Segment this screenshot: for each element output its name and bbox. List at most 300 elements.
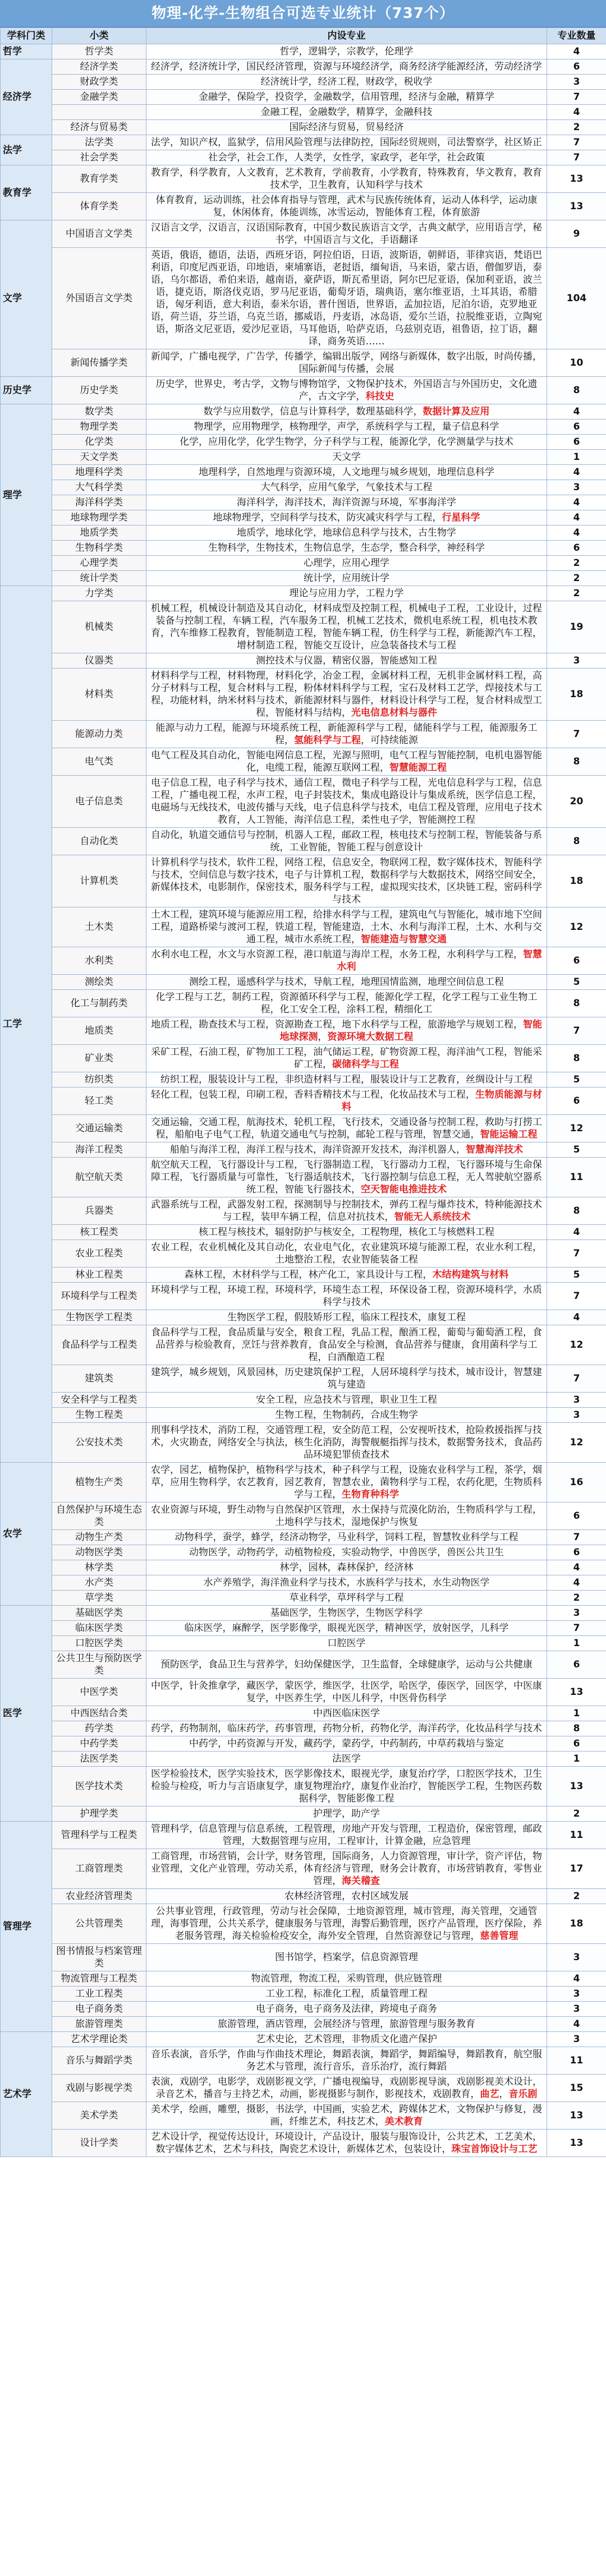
subcategory-cell: 医学技术类 (52, 1767, 146, 1807)
major-text: 新闻学，广播电视学，广告学，传播学，编辑出版学，网络与新媒体，数字出版，时尚传播，国际新闻与传播，会展 (151, 351, 542, 375)
subcategory-cell: 药学类 (52, 1721, 146, 1736)
majors-cell (146, 248, 547, 349)
subcategory-cell: 农业工程类 (52, 1240, 146, 1268)
subcategory-cell: 能源动力类 (52, 721, 146, 748)
table-row (1, 541, 606, 556)
major-text: 纺织工程，服装设计与工程，非织造材料与工程，服装设计与工艺教育，丝绸设计与工程 (160, 1074, 532, 1085)
subcategory-cell: 地质学类 (52, 526, 146, 541)
count-cell: 2 (547, 571, 606, 586)
count-cell: 10 (547, 349, 606, 377)
table-row (1, 1365, 606, 1393)
majors-cell (146, 495, 547, 510)
count-cell: 8 (547, 748, 606, 776)
category-cell: 理学 (1, 404, 52, 586)
major-text: 建筑学，城乡规划，风景园林，历史建筑保护工程，人居环境科学与技术，城市设计，智慧建筑与建造 (151, 1367, 542, 1390)
sheet-title: 物理-化学-生物组合可选专业统计（737个） (0, 0, 606, 27)
count-cell: 1 (547, 450, 606, 465)
table-row (1, 1045, 606, 1072)
table-row (1, 1752, 606, 1767)
majors-cell (146, 1736, 547, 1752)
table-row (1, 776, 606, 828)
majors-cell (146, 1283, 547, 1310)
major-text: 地质学，地球化学，地球信息科学与技术，古生物学 (237, 527, 456, 538)
category-cell: 哲学 (1, 44, 52, 59)
table-row (1, 1621, 606, 1636)
count-cell: 3 (547, 2002, 606, 2017)
table-row (1, 465, 606, 480)
subcategory-cell: 旅游管理类 (52, 2017, 146, 2032)
majors-cell (146, 150, 547, 165)
table-row (1, 404, 606, 420)
table-row (1, 1651, 606, 1679)
table-row (1, 1115, 606, 1142)
category-cell: 法学 (1, 135, 52, 165)
subcategory-cell: 测绘类 (52, 975, 146, 990)
new-major-highlight: 碳储科学与工程 (332, 1059, 399, 1070)
majors-cell (146, 1807, 547, 1822)
table-row (1, 2130, 606, 2157)
count-cell: 4 (547, 105, 606, 120)
major-text: 预防医学，食品卫生与营养学，妇幼保健医学，卫生监督，全球健康学，运动与公共健康 (160, 1659, 532, 1670)
subcategory-cell: 口腔医学类 (52, 1636, 146, 1651)
major-text: 动物医学，动物药学，动植物检疫，实验动物学，中兽医学，兽医公共卫生 (189, 1547, 504, 1558)
table-row (1, 1142, 606, 1158)
count-cell: 6 (547, 1503, 606, 1530)
table-row (1, 601, 606, 653)
majors-cell (146, 1560, 547, 1575)
major-text: 汉语言文学，汉语言，汉语国际教育，中国少数民族语言文学，古典文献学，应用语言学，秘书学，中国语言与文化，手语翻译 (151, 222, 542, 246)
major-text: ， (318, 1031, 328, 1043)
majors-cell (146, 2102, 547, 2130)
table-row (1, 1393, 606, 1408)
count-cell: 4 (547, 44, 606, 59)
count-cell: 5 (547, 1268, 606, 1283)
major-text: 经济统计学，经济工程，财政学，税收学 (260, 76, 433, 87)
table-row (1, 556, 606, 571)
count-cell: 2 (547, 586, 606, 601)
majors-cell (146, 1944, 547, 1971)
major-text: 工业工程，标准化工程，质量管理工程 (265, 1988, 428, 1999)
count-cell: 6 (547, 1651, 606, 1679)
major-text: 经济学，经济统计学，国民经济管理，资源与环境经济学，商务经济学能源经济，劳动经济学 (151, 61, 542, 72)
majors-cell (146, 1240, 547, 1268)
count-cell: 3 (547, 1944, 606, 1971)
subcategory-cell: 草学类 (52, 1591, 146, 1606)
majors-cell (146, 1045, 547, 1072)
subcategory-cell: 环境科学与工程类 (52, 1283, 146, 1310)
count-cell: 13 (547, 1679, 606, 1706)
subcategory-cell: 中医学类 (52, 1679, 146, 1706)
table-row (1, 1283, 606, 1310)
count-cell: 2 (547, 1889, 606, 1904)
major-text: 船舶与海洋工程，海洋工程与技术，海洋资源开发技术，海洋机器人， (170, 1144, 466, 1155)
majors-cell (146, 556, 547, 571)
subcategory-cell: 材料类 (52, 669, 146, 721)
subcategory-cell: 护理学类 (52, 1807, 146, 1822)
count-cell: 7 (547, 1621, 606, 1636)
majors-cell (146, 975, 547, 990)
count-cell: 5 (547, 975, 606, 990)
subcategory-cell: 自然保护与环境生态类 (52, 1503, 146, 1530)
table-row (1, 120, 606, 135)
major-text: 国际经济与贸易，贸易经济 (289, 122, 404, 133)
majors-cell (146, 1822, 547, 1849)
count-cell: 7 (547, 1283, 606, 1310)
majors-cell (146, 1987, 547, 2002)
table-row (1, 1240, 606, 1268)
subcategory-cell: 体育学类 (52, 193, 146, 220)
major-text: 水利水电工程，水文与水资源工程，港口航道与海岸工程，水务工程，水利科学与工程， (151, 949, 523, 960)
majors-cell (146, 601, 547, 653)
subcategory-cell: 设计学类 (52, 2130, 146, 2157)
subcategory-cell: 水利类 (52, 947, 146, 975)
major-text: 刑事科学技术，消防工程，交通管理工程，安全防范工程，公安视听技术，抢险救援指挥与技术，火灾勘查，网络安全与执法，核生化消防，海警舰艇指挥与技术，数据警务技术，食品药品环境犯罪侦查技术 (151, 1425, 542, 1460)
table-row (1, 1017, 606, 1045)
major-text: 航空航天工程，飞行器设计与工程，飞行器制造工程，飞行器动力工程，飞行器环境与生命保障工程，飞行器质量与可靠性，飞行器适航技术，飞行器控制与信息工程，无人驾驶航空器系统工程，智能飞行器技术， (151, 1159, 542, 1195)
majors-cell (146, 404, 547, 420)
table-row (1, 377, 606, 404)
category-cell: 农学 (1, 1463, 52, 1606)
subcategory-cell: 数学类 (52, 404, 146, 420)
count-cell: 7 (547, 1530, 606, 1545)
count-cell: 4 (547, 404, 606, 420)
count-cell: 4 (547, 1971, 606, 1987)
count-cell: 3 (547, 653, 606, 669)
header-category: 学科门类 (1, 28, 52, 44)
majors-cell (146, 1721, 547, 1736)
majors-cell (146, 855, 547, 907)
subcategory-cell: 经济与贸易类 (52, 120, 146, 135)
subcategory-cell: 教育学类 (52, 165, 146, 193)
table-row (1, 1721, 606, 1736)
count-cell: 4 (547, 495, 606, 510)
majors-cell (146, 2002, 547, 2017)
new-major-highlight: 珠宝首饰设计与工艺 (451, 2144, 538, 2155)
major-text: 海洋科学，海洋技术，海洋资源与环境，军事海洋学 (237, 497, 456, 508)
table-row (1, 1591, 606, 1606)
table-header-row (1, 28, 606, 44)
major-text: 农林经济管理，农村区域发展 (284, 1891, 408, 1902)
majors-cell (146, 75, 547, 90)
count-cell: 12 (547, 1115, 606, 1142)
majors-cell (146, 1072, 547, 1087)
subcategory-cell: 财政学类 (52, 75, 146, 90)
count-cell: 5 (547, 1142, 606, 1158)
subcategory-cell: 力学类 (52, 586, 146, 601)
table-row (1, 1679, 606, 1706)
major-text: 理论与应用力学，工程力学 (289, 588, 404, 599)
majors-cell (146, 586, 547, 601)
majors-cell (146, 1636, 547, 1651)
header-subcategory: 小类 (52, 28, 146, 44)
new-major-highlight: 智能运输工程 (480, 1129, 538, 1140)
count-cell: 6 (547, 420, 606, 435)
majors-cell (146, 1463, 547, 1503)
major-text: 轻化工程，包装工程，印刷工程，香料香精技术与工程，化妆品技术与工程， (151, 1089, 475, 1100)
majors-cell (146, 1225, 547, 1240)
major-text: 音乐表演，音乐学，作曲与作曲技术理论，舞蹈表演，舞蹈学，舞蹈编导，舞蹈教育，航空服务艺术与管理，流行音乐，音乐治疗，流行舞蹈 (151, 2049, 542, 2072)
majors-cell (146, 510, 547, 526)
count-cell: 2 (547, 556, 606, 571)
subcategory-cell: 航空航天类 (52, 1158, 146, 1197)
count-cell: 4 (547, 1225, 606, 1240)
major-text: 法医学 (332, 1753, 361, 1764)
major-text: 自动化，轨道交通信号与控制，机器人工程，邮政工程，核电技术与控制工程，智能装备与系统，工业智能，智能工程与创意设计 (151, 830, 542, 853)
major-text: ， (499, 2089, 509, 2100)
majors-cell (146, 1621, 547, 1636)
majors-cell (146, 776, 547, 828)
major-text: 心理学，应用心理学 (304, 557, 389, 569)
new-major-highlight: 曲艺 (480, 2089, 499, 2100)
subcategory-cell: 地球物理学类 (52, 510, 146, 526)
new-major-highlight: 生物育种科学 (342, 1489, 399, 1500)
major-text: 武器系统与工程，武器发射工程，探测制导与控制技术，弹药工程与爆炸技术，特种能源技术与工程，装甲车辆工程，信息对抗技术， (151, 1199, 542, 1223)
new-major-highlight: 数据计算及应用 (423, 406, 490, 417)
subcategory-cell: 音乐与舞蹈学类 (52, 2047, 146, 2075)
major-text: 电子信息工程，电子科学与技术，通信工程，微电子科学与工程，光电信息科学与工程，信息工程，广播电视工程，水声工程，电子封装技术，集成电路设计与集成系统，医学信息工程，电磁场与无线技术，电波传播与天线，电子信息科学与技术，电信工程及管理，应用电子技术教育，人工智能，海洋信息工程，柔性电子学，智能测控工程 (151, 777, 542, 826)
majors-cell (146, 1365, 547, 1393)
subcategory-cell: 仪器类 (52, 653, 146, 669)
category-cell: 工学 (1, 586, 52, 1463)
majors-cell (146, 1904, 547, 1944)
table-row (1, 220, 606, 248)
table-row (1, 1904, 606, 1944)
majors-cell (146, 1530, 547, 1545)
majors-cell (146, 748, 547, 776)
count-cell: 15 (547, 2075, 606, 2102)
majors-cell (146, 1849, 547, 1889)
subcategory-cell: 矿业类 (52, 1045, 146, 1072)
subcategory-cell: 工商管理类 (52, 1849, 146, 1889)
majors-cell (146, 120, 547, 135)
subcategory-cell: 计算机类 (52, 855, 146, 907)
count-cell: 3 (547, 480, 606, 495)
subcategory-cell: 生物工程类 (52, 1408, 146, 1423)
major-text: 生物工程，生物制药，合成生物学 (275, 1409, 418, 1421)
table-row (1, 1560, 606, 1575)
count-cell: 12 (547, 1325, 606, 1365)
majors-cell (146, 450, 547, 465)
major-text: 草业科学，草坪科学与工程 (289, 1592, 404, 1603)
majors-cell (146, 1393, 547, 1408)
majors-cell (146, 1310, 547, 1325)
majors-cell (146, 1503, 547, 1530)
count-cell: 7 (547, 721, 606, 748)
subcategory-cell: 外国语言文学类 (52, 248, 146, 349)
subcategory-cell: 电子信息类 (52, 776, 146, 828)
subcategory-cell: 自动化类 (52, 828, 146, 855)
table-row (1, 1310, 606, 1325)
table-row (1, 907, 606, 947)
table-row (1, 748, 606, 776)
count-cell: 2 (547, 1591, 606, 1606)
new-major-highlight: 智慧能源工程 (389, 762, 447, 773)
subcategory-cell: 临床医学类 (52, 1621, 146, 1636)
table-row (1, 1767, 606, 1807)
subcategory-cell: 中国语言文学类 (52, 220, 146, 248)
majors-cell (146, 1423, 547, 1463)
count-cell: 7 (547, 1240, 606, 1268)
header-majors: 内设专业 (146, 28, 547, 44)
subcategory-cell: 中西医结合类 (52, 1706, 146, 1721)
majors-cell (146, 669, 547, 721)
subcategory-cell: 兵器类 (52, 1197, 146, 1225)
majors-cell (146, 1651, 547, 1679)
table-row (1, 248, 606, 349)
subcategory-cell: 林业工程类 (52, 1268, 146, 1283)
new-major-highlight: 慈善管理 (480, 1930, 518, 1942)
new-major-highlight: 智慧水利 (337, 949, 542, 973)
new-major-highlight: 光电信息材料与器件 (351, 707, 437, 718)
majors-cell (146, 105, 547, 120)
subcategory-cell: 电气类 (52, 748, 146, 776)
majors-cell (146, 1767, 547, 1807)
count-cell: 7 (547, 90, 606, 105)
major-text: 体育教育，运动训练，社会体育指导与管理，武术与民族传统体育，运动人体科学，运动康复，休闲体育，体能训练，冰雪运动，智能体育工程，体育旅游 (155, 195, 538, 218)
subcategory-cell: 地质类 (52, 1017, 146, 1045)
table-row (1, 990, 606, 1017)
majors-cell (146, 571, 547, 586)
major-text: 护理学，助产学 (313, 1808, 380, 1819)
count-cell: 3 (547, 1408, 606, 1423)
count-cell: 18 (547, 855, 606, 907)
count-cell: 6 (547, 435, 606, 450)
table-row (1, 1530, 606, 1545)
table-row (1, 1706, 606, 1721)
table-row (1, 1087, 606, 1115)
major-text: 采矿工程，石油工程，矿物加工工程，油气储运工程，矿物资源工程，海洋油气工程，智能采矿工程， (151, 1047, 542, 1070)
subcategory-cell: 大气科学类 (52, 480, 146, 495)
subcategory-cell: 社会学类 (52, 150, 146, 165)
new-major-highlight: 空天智能电推进技术 (361, 1184, 447, 1195)
subcategory-cell (52, 105, 146, 120)
subcategory-cell: 安全科学与工程类 (52, 1393, 146, 1408)
major-text: 土木工程，建筑环境与能源应用工程，给排水科学与工程，建筑电气与智能化，城市地下空间工程，道路桥梁与渡河工程，铁道工程，智能建造，土木、水利与海洋工程，土木、水利与交通工程，城市水系统工程， (151, 909, 542, 945)
majors-cell (146, 1268, 547, 1283)
table-row (1, 1423, 606, 1463)
major-text: 食品科学与工程，食品质量与安全，粮食工程，乳品工程，酿酒工程，葡萄与葡萄酒工程，食品营养与检验教育，烹饪与营养教育，食品安全与检测，食品营养与健康，食用菌科学与工程，白酒酿造工程 (151, 1327, 542, 1363)
majors-cell (146, 90, 547, 105)
subcategory-cell: 土木类 (52, 907, 146, 947)
table-row (1, 2047, 606, 2075)
major-text: 化学工程与工艺，制药工程，资源循环科学与工程，能源化学工程，化学工程与工业生物工程，化工安全工程，涂料工程，精细化工 (155, 992, 538, 1015)
table-row (1, 2075, 606, 2102)
count-cell: 8 (547, 377, 606, 404)
table-row (1, 1987, 606, 2002)
table-row (1, 1503, 606, 1530)
new-major-highlight: 资源环境大数据工程 (327, 1031, 414, 1043)
subcategory-cell: 心理学类 (52, 556, 146, 571)
major-text: 临床医学，麻醉学，医学影像学，眼视光医学，精神医学，放射医学，儿科学 (184, 1623, 509, 1634)
majors-cell (146, 1606, 547, 1621)
count-cell: 4 (547, 1310, 606, 1325)
majors-cell (146, 1575, 547, 1591)
count-cell: 7 (547, 1365, 606, 1393)
major-text: 艺术设计学，视觉传达设计，环境设计，产品设计，服装与服饰设计，公共艺术，工艺美术，数字媒体艺术，艺术与科技，陶瓷艺术设计，新媒体艺术，包装设计， (151, 2131, 542, 2155)
count-cell: 12 (547, 1423, 606, 1463)
table-row (1, 1268, 606, 1283)
table-row (1, 1072, 606, 1087)
count-cell: 4 (547, 1560, 606, 1575)
subcategory-cell: 植物生产类 (52, 1463, 146, 1503)
major-text: 法学，知识产权，监狱学，信用风险管理与法律防控，国际经贸规则，司法警察学，社区矫正 (151, 137, 542, 148)
subcategory-cell: 化工与制药类 (52, 990, 146, 1017)
table-row (1, 828, 606, 855)
subcategory-cell: 新闻传播学类 (52, 349, 146, 377)
subcategory-cell: 公共管理类 (52, 1904, 146, 1944)
majors-cell (146, 1158, 547, 1197)
table-row (1, 571, 606, 586)
major-text: 交通运输，交通工程，航海技术，轮机工程，飞行技术，交通设备与控制工程，救助与打捞工程，船舶电子电气工程，轨道交通电气与控制，邮轮工程与管理，智慧交通， (151, 1117, 542, 1140)
majors-cell (146, 721, 547, 748)
subcategory-cell: 水产类 (52, 1575, 146, 1591)
table-row (1, 1575, 606, 1591)
table-row (1, 495, 606, 510)
subcategory-cell: 生物医学工程类 (52, 1310, 146, 1325)
majors-cell (146, 1017, 547, 1045)
count-cell: 11 (547, 1822, 606, 1849)
major-text: 生物科学，生物技术，生物信息学，生态学，整合科学，神经科学 (208, 542, 485, 554)
major-text: 中医学，针灸推拿学，藏医学，蒙医学，维医学，壮医学，哈医学，傣医学，回医学，中医康复学，中医养生学，中医儿科学，中医骨伤科学 (151, 1680, 542, 1704)
major-text: 测绘工程，遥感科学与技术，导航工程，地理国情监测，地理空间信息工程 (189, 976, 504, 988)
subcategory-cell: 动物医学类 (52, 1545, 146, 1560)
majors-cell (146, 947, 547, 975)
count-cell: 11 (547, 2047, 606, 2075)
majors-cell (146, 1752, 547, 1767)
major-text: 生物医学工程，假肢矫形工程，临床工程技术，康复工程 (227, 1312, 466, 1323)
subcategory-cell: 管理科学与工程类 (52, 1822, 146, 1849)
count-cell: 20 (547, 776, 606, 828)
major-text: 机械工程，机械设计制造及其自动化，材料成型及控制工程，机械电子工程，工业设计，过程装备与控制工程，车辆工程，汽车服务工程，机械工艺技术，微机电系统工程，机电技术教育，汽车维修工程教育，智能制造工程，智能车辆工程，仿生科学与工程，新能源汽车工程，增材制造工程，智能交互设计，应急装备技术与工程 (151, 603, 542, 651)
count-cell: 8 (547, 828, 606, 855)
table-row (1, 526, 606, 541)
majors-cell (146, 44, 547, 59)
majors-cell (146, 1545, 547, 1560)
count-cell: 1 (547, 1706, 606, 1721)
majors-cell (146, 907, 547, 947)
new-major-highlight: 智能无人系统技术 (394, 1211, 471, 1223)
count-cell: 6 (547, 59, 606, 75)
count-cell: 104 (547, 248, 606, 349)
majors-cell (146, 1197, 547, 1225)
major-text: 金融学，保险学，投资学，金融数学，信用管理，经济与金融，精算学 (199, 91, 494, 103)
majors-cell (146, 165, 547, 193)
count-cell: 8 (547, 1721, 606, 1736)
subcategory-cell: 统计学类 (52, 571, 146, 586)
table-body (1, 44, 606, 2157)
new-major-highlight: 智能地球探测 (279, 1019, 542, 1043)
major-text: 农业资源与环境，野生动物与自然保护区管理，水土保持与荒漠化防治，生物质科学与工程，土地科学与技术，湿地保护与恢复 (151, 1504, 542, 1528)
table-row (1, 586, 606, 601)
table-row (1, 1736, 606, 1752)
major-text: 核工程与核技术，辐射防护与核安全，工程物理，核化工与核燃料工程 (199, 1227, 494, 1238)
major-text: 安全工程，应急技术与管理，职业卫生工程 (256, 1394, 437, 1405)
majors-cell (146, 193, 547, 220)
table-row (1, 1606, 606, 1621)
major-text: 能源与动力工程，能源与环境系统工程，新能源科学与工程，储能科学与工程，能源服务工程， (155, 722, 538, 746)
count-cell: 3 (547, 1393, 606, 1408)
major-text: 美术学，绘画，雕塑，摄影，书法学，中国画，实验艺术，跨媒体艺术，文物保护与修复，漫画，纤维艺术，科技艺术， (151, 2104, 542, 2127)
table-row (1, 510, 606, 526)
new-major-highlight: 行星科学 (442, 512, 480, 523)
major-text: 历史学，世界史，考古学，文物与博物馆学，文物保护技术，外国语言与外国历史，文化遗产，古文字学， (155, 379, 538, 402)
subcategory-cell: 法医学类 (52, 1752, 146, 1767)
count-cell: 3 (547, 1606, 606, 1621)
major-text: 物流管理，物流工程，采购管理，供应链管理 (251, 1973, 442, 1984)
subcategory-cell: 历史学类 (52, 377, 146, 404)
table-row (1, 1807, 606, 1822)
new-major-highlight: 木结构建筑与材料 (432, 1269, 509, 1280)
